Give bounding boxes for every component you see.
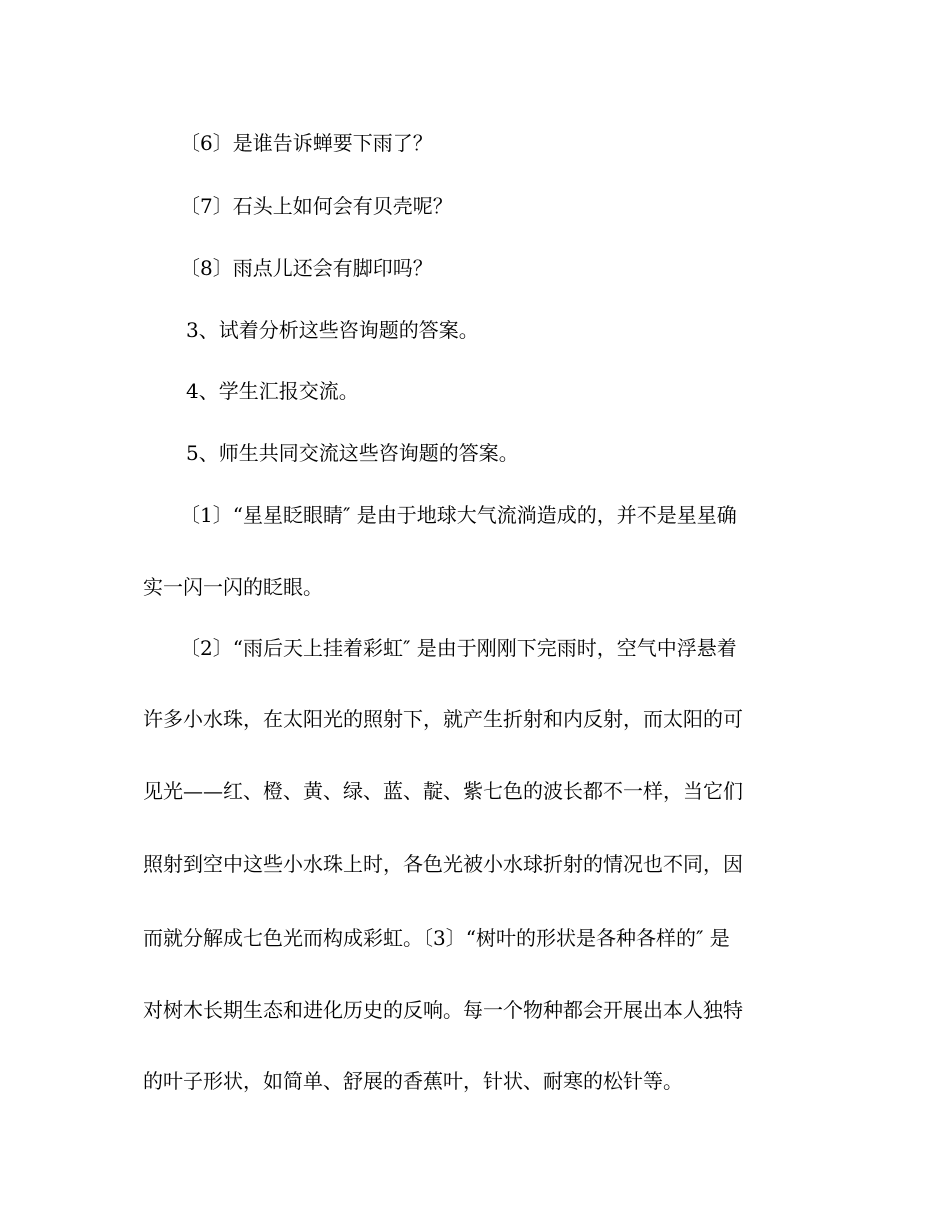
answer-1-line-1: 〔1〕“星星眨眼睛″ 是由于地球大气流淌造成的，并不是星星确 xyxy=(180,503,737,527)
step-3: 3、试着分析这些咨询题的答案。 xyxy=(186,318,479,342)
answer-2-line-4: 照射到空中这些小水珠上时，各色光被小水球折射的情况也不同，因 xyxy=(143,852,743,876)
question-8: 〔8〕雨点儿还会有脚印吗？ xyxy=(180,256,433,280)
answer-3-line-2: 对树木长期生态和进化历史的反响。每一个物种都会开展出本人独特 xyxy=(143,998,743,1022)
answer-1-line-2: 实一闪一闪的眨眼。 xyxy=(143,575,323,599)
question-7: 〔7〕石头上如何会有贝壳呢？ xyxy=(180,194,453,218)
question-6: 〔6〕是谁告诉蝉要下雨了？ xyxy=(180,131,433,155)
answer-2-line-2: 许多小水珠，在太阳光的照射下，就产生折射和内反射，而太阳的可 xyxy=(143,707,743,731)
step-4: 4、学生汇报交流。 xyxy=(186,379,359,403)
answer-2-line-3: 见光——红、橙、黄、绿、蓝、靛、紫七色的波长都不一样，当它们 xyxy=(143,779,743,803)
step-5: 5、师生共同交流这些咨询题的答案。 xyxy=(186,441,519,465)
answer-2-3-line-5: 而就分解成七色光而构成彩虹。〔3〕“树叶的形状是各种各样的″ 是 xyxy=(143,926,730,950)
answer-3-line-3: 的叶子形状，如简单、舒展的香蕉叶，针状、耐寒的松针等。 xyxy=(143,1069,683,1093)
answer-2-line-1: 〔2〕“雨后天上挂着彩虹″ 是由于刚刚下完雨时，空气中浮悬着 xyxy=(180,636,737,660)
